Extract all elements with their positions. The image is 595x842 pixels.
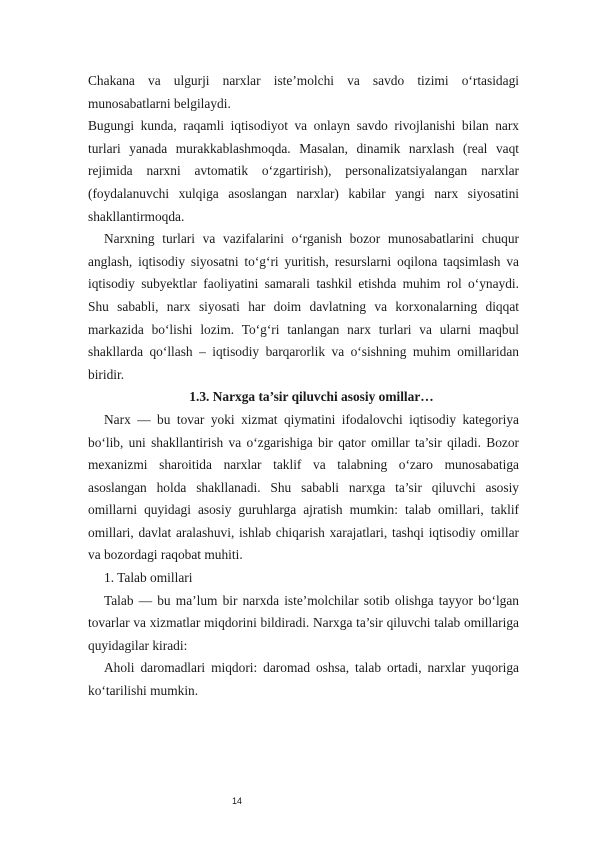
- paragraph-price-factors: Narx — bu tovar yoki xizmat qiymatini ifodalovchi iqtisodiy kategoriya bo‘lib, uni shakllantirish va o‘zgarishiga bir qator omillar ta’sir qiladi. Bozor mexanizmi sharoitida narxlar taklif va talabning o‘zaro munosabatiga asoslangan holda shakllanadi. Shu sababli narxga ta’sir qiluvchi asosiy omillarni quyidagi asosiy guruhlarga ajratish mumkin: talab omillari, taklif omillari, davlat aralashuvi, ishlab chiqarish xarajatlari, tashqi iqtisodiy omillar va bozordagi raqobat muhiti.: [88, 411, 519, 563]
- paragraph-digital-economy: Bugungi kunda, raqamli iqtisodiyot va onlayn savdo rivojlanishi bilan narx turlari yanada murakkablashmoqda. Masalan, dinamik narxlash (real vaqt rejimida narxni avtomatik o‘zgartirish), personalizatsiyalangan narxlar (foydalanuvchi xulqiga asoslangan narxlar) kabilar yangi narx siyosatini shakllantirmoqda.: [88, 118, 519, 224]
- list-item-demand-factors: 1. Talab omillari: [104, 570, 193, 586]
- document-page: [88, 70, 519, 703]
- paragraph-retail-wholesale: Chakana va ulgurji narxlar iste’molchi va savdo tizimi o‘rtasidagi munosabatlarni belgilaydi.: [88, 73, 519, 111]
- page-number: 14: [232, 796, 243, 806]
- paragraph-income-factor: Aholi daromadlari miqdori: daromad oshsa, talab ortadi, narxlar yuqoriga ko‘tarilishi mumkin.: [88, 660, 519, 699]
- paragraph-price-types-role: Narxning turlari va vazifalarini o‘rganish bozor munosabatlarini chuqur anglash, iqtisodiy siyosatni to‘g‘ri yuritish, resurslarni oqilona taqsimlash va iqtisodiy subyektlar faoliyatini samarali tashkil etishda muhim rol o‘ynaydi. Shu sababli, narx siyosati har doim davlatning va korxonalarning diqqat markazida bo‘lishi lozim. To‘g‘ri tanlangan narx turlari va ularni maqbul shakllarda qo‘llash – iqtisodiy barqarorlik va o‘sishning muhim omillaridan biridir.: [88, 231, 519, 382]
- section-heading: 1.3. Narxga ta’sir qiluvchi asosiy omillar…: [189, 389, 434, 405]
- paragraph-demand-definition: Talab — bu ma’lum bir narxda iste’molchilar sotib olishga tayyor bo‘lgan tovarlar va xizmatlar miqdorini bildiradi. Narxga ta’sir qiluvchi talab omillariga quyidagilar kiradi:: [88, 592, 519, 653]
